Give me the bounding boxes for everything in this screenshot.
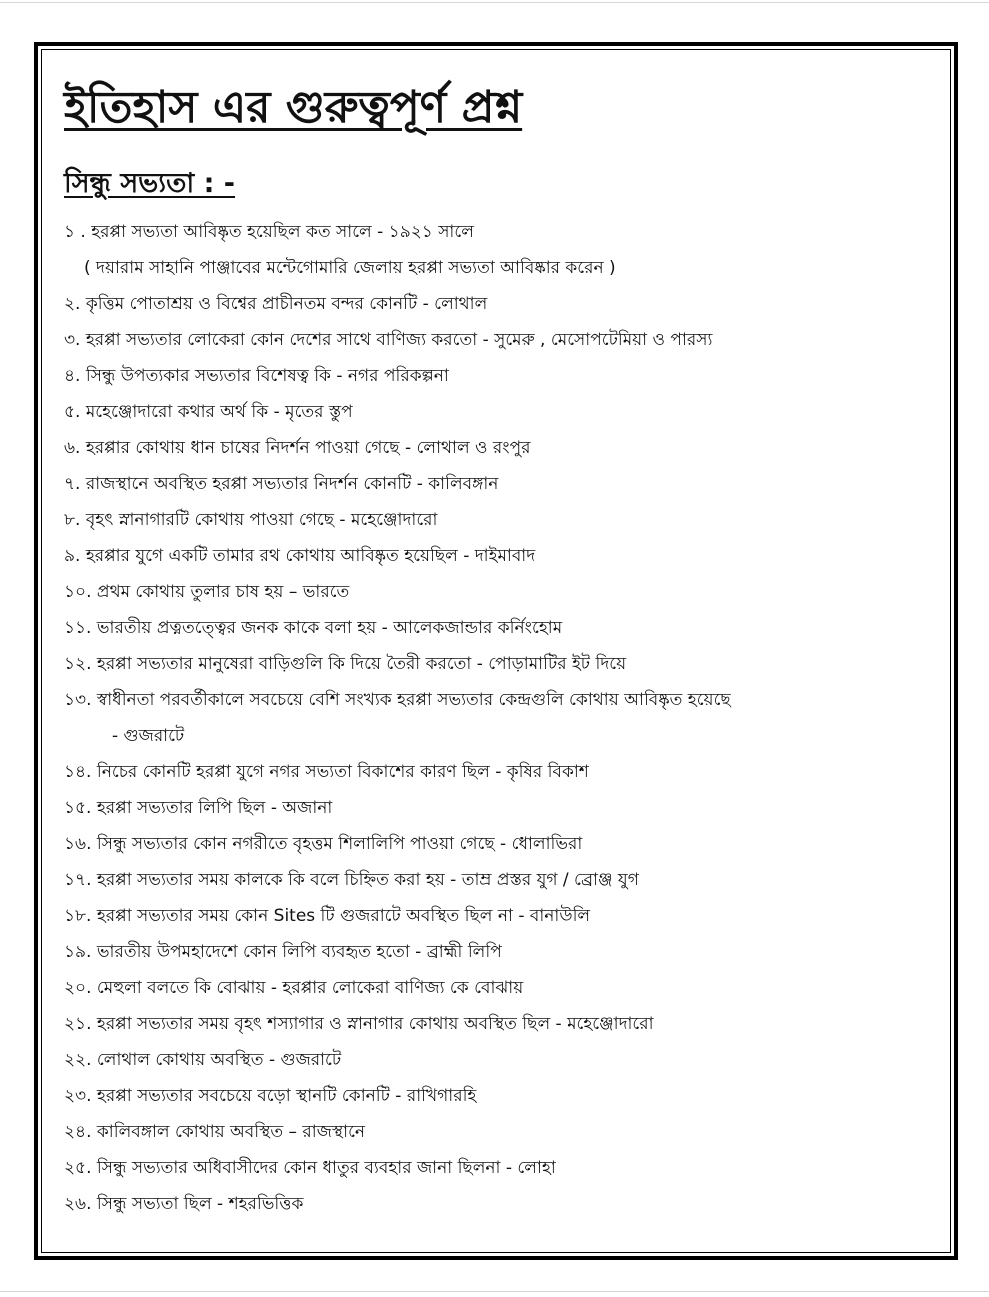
question-item: ২. কৃত্তিম পোতাশ্রয় ও বিশ্বের প্রাচীনতম বন্দর কোনটি - লোথাল: [64, 294, 488, 314]
question-item: ১০. প্রথম কোথায় তুলার চাষ হয় – ভারতে: [64, 582, 350, 602]
question-item: ৩. হরপ্পা সভ্যতার লোকেরা কোন দেশের সাথে বাণিজ্য করতো - সুমেরু , মেসোপটেমিয়া ও পারস্য: [64, 330, 713, 350]
question-answer-continuation: - গুজরাটে: [112, 726, 185, 746]
question-item: ৫. মহেঞ্জোদারো কথার অর্থ কি - মৃতের স্তুপ: [64, 402, 353, 422]
question-note: ( দয়ারাম সাহানি পাঞ্জাবের মন্টেগোমারি জেলায় হরপ্পা সভ্যতা আবিষ্কার করেন ): [84, 258, 616, 278]
question-item: ১৬. সিন্ধু সভ্যতার কোন নগরীতে বৃহত্তম শিলালিপি পাওয়া গেছে - ধোলাভিরা: [64, 834, 583, 854]
question-list: [64, 217, 944, 1225]
question-item: ৭. রাজস্থানে অবস্থিত হরপ্পা সভ্যতার নিদর্শন কোনটি - কালিবঙ্গান: [64, 474, 499, 494]
page-title: ইতিহাস এর গুরুত্বপূর্ণ প্রশ্ন: [64, 82, 523, 133]
question-item: ১২. হরপ্পা সভ্যতার মানুষেরা বাড়িগুলি কি দিয়ে তৈরী করতো - পোড়ামাটির ইট দিয়ে: [64, 654, 627, 674]
question-item: ৯. হরপ্পার যুগে একটি তামার রথ কোথায় আবিষ্কৃত হয়েছিল - দাইমাবাদ: [64, 546, 536, 566]
question-item: ২৩. হরপ্পা সভ্যতার সবচেয়ে বড়ো স্থানটি কোনটি - রাখিগারহি: [64, 1086, 477, 1106]
question-item: ১৩. স্বাধীনতা পরবর্তীকালে সবচেয়ে বেশি সংখ্যক হরপ্পা সভ্যতার কেন্দ্রগুলি কোথায় আবিষ্কৃত হয়েছে: [64, 690, 731, 710]
question-item: ১৮. হরপ্পা সভ্যতার সময় কোন Sites টি গুজরাটে অবস্থিত ছিল না - বানাউলি: [64, 906, 591, 926]
section-heading: সিন্ধু সভ্যতা : -: [64, 168, 236, 199]
bottom-divider: [0, 1291, 989, 1292]
document-page: [34, 42, 958, 1260]
question-item: ২৬. সিন্ধু সভ্যতা ছিল - শহরভিত্তিক: [64, 1194, 304, 1214]
question-item: ১১. ভারতীয় প্রত্নতত্ত্বের জনক কাকে বলা হয় - আলেকজান্ডার কর্নিংহোম: [64, 618, 563, 638]
question-item: ১৪. নিচের কোনটি হরপ্পা যুগে নগর সভ্যতা বিকাশের কারণ ছিল - কৃষির বিকাশ: [64, 762, 589, 782]
question-item: ৪. সিন্ধু উপত্যকার সভ্যতার বিশেষত্ব কি - নগর পরিকল্পনা: [64, 366, 449, 386]
question-item: ৬. হরপ্পার কোথায় ধান চাষের নিদর্শন পাওয়া গেছে - লোথাল ও রংপুর: [64, 438, 531, 458]
question-item: ২০. মেহুলা বলতে কি বোঝায় - হরপ্পার লোকেরা বাণিজ্য কে বোঝায়: [64, 978, 524, 998]
question-item: ১৯. ভারতীয় উপমহাদেশে কোন লিপি ব্যবহৃত হতো - ব্রাহ্মী লিপি: [64, 942, 502, 962]
question-item: ২১. হরপ্পা সভ্যতার সময় বৃহৎ শস্যাগার ও স্নানাগার কোথায় অবস্থিত ছিল - মহেঞ্জোদারো: [64, 1014, 654, 1034]
question-item: ২৫. সিন্ধু সভ্যতার অধিবাসীদের কোন ধাতুর ব্যবহার জানা ছিলনা - লোহা: [64, 1158, 556, 1178]
question-item: ২২. লোথাল কোথায় অবস্থিত - গুজরাটে: [64, 1050, 342, 1070]
question-item: ১ . হরপ্পা সভ্যতা আবিষ্কৃত হয়েছিল কত সালে - ১৯২১ সালে: [64, 222, 474, 242]
question-item: ২৪. কালিবঙ্গাল কোথায় অবস্থিত – রাজস্থানে: [64, 1122, 366, 1142]
question-item: ১৭. হরপ্পা সভ্যতার সময় কালকে কি বলে চিহ্নিত করা হয় - তাম্র প্রস্তর যুগ / ব্রোঞ্জ যুগ: [64, 870, 639, 890]
question-item: ৮. বৃহৎ স্নানাগারটি কোথায় পাওয়া গেছে - মহেঞ্জোদারো: [64, 510, 438, 530]
question-item: ১৫. হরপ্পা সভ্যতার লিপি ছিল - অজানা: [64, 798, 333, 818]
top-divider: [0, 2, 989, 3]
